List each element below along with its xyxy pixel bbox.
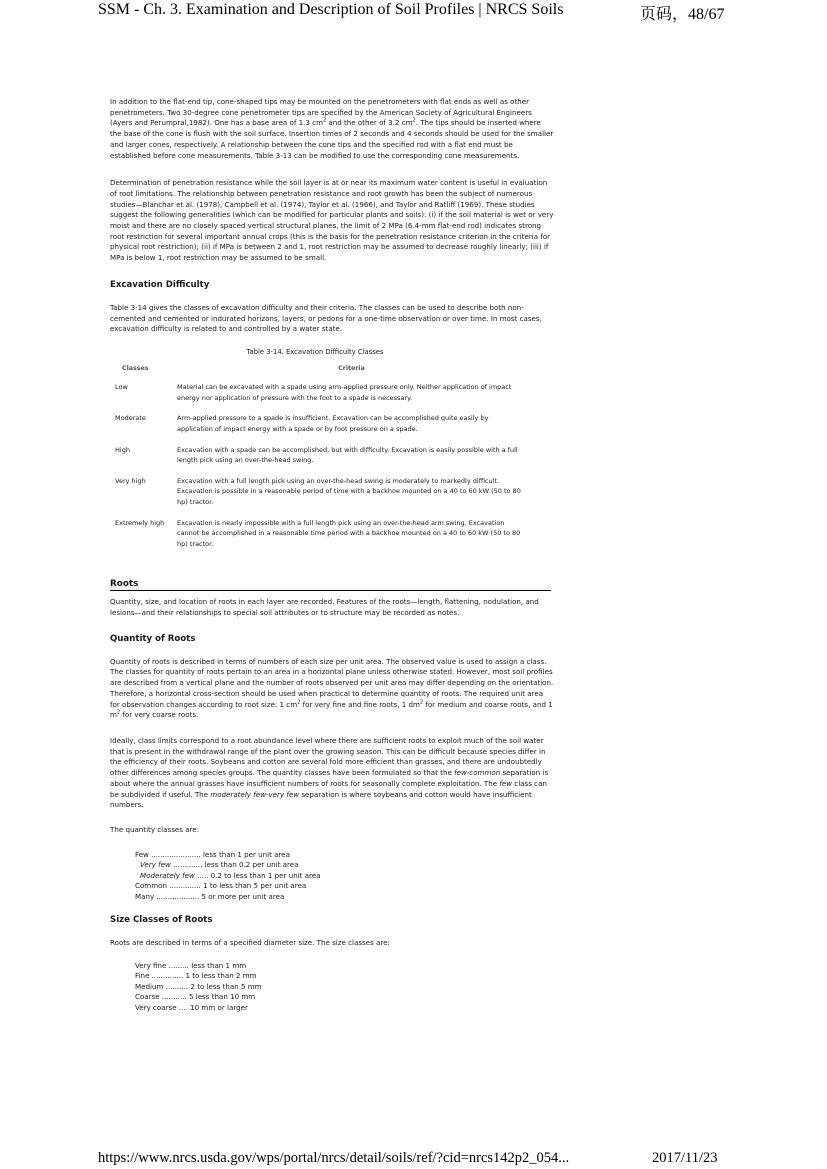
- quantity-classes-list: [135, 850, 554, 903]
- column-header-criteria: Criteria: [338, 364, 365, 372]
- criteria-cell: Excavation is nearly impossible with a full length pick using an over-the-head arm swing. Excavation cannot be accomplished in a reasonable time period with a backhoe mounted on a 40 to 60 kW (50 to 80 hp) tractor.: [177, 518, 521, 548]
- list-item: Few ...................... less than 1 per unit area: [135, 849, 290, 859]
- paragraph-size-intro: Roots are described in terms of a specified diameter size. The size classes are:: [110, 938, 390, 948]
- class-cell: Very high: [115, 476, 146, 485]
- list-item: Very fine ......... less than 1 mm: [135, 960, 247, 970]
- list-item: Coarse ........... 5 less than 10 mm: [135, 992, 256, 1002]
- document-body: [110, 97, 554, 1013]
- class-cell: Moderate: [115, 414, 146, 423]
- class-cell: High: [115, 445, 130, 454]
- footer-url: https://www.nrcs.usda.gov/wps/portal/nrcs/detail/soils/ref/?cid=nrcs142p2_054...: [98, 1150, 570, 1166]
- criteria-cell: Material can be excavated with a spade using arm-applied pressure only. Neither application of impact energy nor application of pressure with the foot to a spade is necessary.: [177, 383, 512, 402]
- class-cell: Extremely high: [115, 518, 165, 527]
- footer-date: 2017/11/23: [652, 1150, 718, 1166]
- heading-excavation-difficulty: Excavation Difficulty: [110, 279, 210, 290]
- page-header: [0, 0, 827, 22]
- paragraph-class-limits: Ideally, class limits correspond to a root abundance level where there are sufficient roots to exploit much of the soil water that is present in the withdrawal range of the plant over the growing season. This can be difficult because species differ in the efficiency of their roots. Soybeans and cotton are several fold more efficient than grasses, and there are undoubtedly other differences among species groups. The quantity classes have been formulated so that the few-common separation is about where the annual grasses have insufficient numbers of roots for seasonally complete exploitation. The few class can be subdivided if useful. The moderately few-very few separation is where soybeans and cotton would have insufficient numbers.: [110, 736, 549, 810]
- header-page-number: 页码，48/67: [640, 6, 725, 23]
- header-title: SSM - Ch. 3. Examination and Description of Soil Profiles | NRCS Soils: [98, 1, 564, 18]
- size-classes-list: [135, 961, 554, 1014]
- list-item: Many ................... 5 or more per unit area: [135, 891, 285, 901]
- class-cell: Low: [115, 383, 128, 392]
- table-row: [110, 445, 526, 476]
- list-item: Moderately few ..... 0.2 to less than 1 per unit area: [140, 870, 321, 880]
- list-item: Very coarse .... 10 mm or larger: [135, 1002, 248, 1012]
- table-row: [110, 476, 526, 518]
- page-footer: [0, 1150, 827, 1169]
- paragraph-penetration-resistance: Determination of penetration resistance while the soil layer is at or near its maximum water content is useful in evaluation of root limitations. The relationship between penetration resistance and root growth has been the subject of numerous studies—Blanchar et al. (1978), Campbell et al. (1974), Taylor et al. (1966), and Taylor and Ratliff (1969). These studies suggest the following generalities (which can be modified for particular plants and soils): (i) if the soil material is wet or very moist and there are no closely spaced vertical structural planes, the limit of 2 MPa (6.4-mm flat-end rod) indicates strong root restriction for several important annual crops (this is the basis for the penetration resistance criterion in the criteria for physical root restriction); (ii) if MPa is between 2 and 1, root restriction may be assumed to decrease roughly linearly; (iii) if MPa is below 1, root restriction may be assumed to be small.: [110, 178, 554, 263]
- criteria-cell: Excavation with a full length pick using an over-the-head swing is moderately to markedly difficult. Excavation is possible in a reasonable period of time with a backhoe mounted on a 40 to 60 kW (50 to 80 hp) tractor.: [177, 476, 521, 506]
- table-row: [110, 413, 526, 444]
- table-row: [110, 382, 526, 413]
- table-caption: Table 3-14. Excavation Difficulty Classes: [246, 347, 384, 356]
- heading-roots: Roots: [110, 579, 551, 591]
- list-item: Fine .............. 1 to less than 2 mm: [135, 971, 257, 981]
- excavation-difficulty-table: [110, 364, 526, 560]
- table-row: [110, 518, 526, 560]
- criteria-cell: Arm-applied pressure to a spade is insufficient. Excavation can be accomplished quite easily by application of impact energy with a spade or by foot pressure on a spade.: [177, 414, 489, 434]
- heading-quantity-of-roots: Quantity of Roots: [110, 633, 196, 644]
- column-header-classes: Classes: [122, 364, 149, 372]
- paragraph-quantity-description: Quantity of roots is described in terms of numbers of each size per unit area. The observed value is used to assign a class. The classes for quantity of roots pertain to an area in a horizontal plane unless otherwise stated. However, most soil profiles are described from a vertical plane and the number of roots observed per unit area may differ depending on the orientation. Therefore, a horizontal cross-section should be used when practical to determine quantity of roots. The required unit area for observation changes according to root size: 1 $cm^2$ for very fine and fine roots, 1 $dm^2$ for medium and coarse roots, and 1 $m^2$ for very coarse roots.: [110, 656, 554, 720]
- paragraph-roots-intro: Quantity, size, and location of roots in each layer are recorded. Features of the roots—length, flattening, nodulation, and lesions—and their relationships to special soil attributes or to structure may be recorded as notes.: [110, 597, 539, 618]
- list-item: Medium .......... 2 to less than 5 mm: [135, 981, 262, 991]
- list-item: Very few ............. less than 0.2 per unit area: [140, 860, 299, 870]
- paragraph-cone-tips: In addition to the flat-end tip, cone-shaped tips may be mounted on the penetrometers with flat ends as well as other penetrometers. Two 30-degree cone penetrometer tips are specified by the American Society of Agricultural Engineers (Ayers and Perumpral,1982). One has a base area of 1.3 $cm^2$ and the other of 3.2 $cm^2$. The tips should be inserted where the base of the cone is flush with the soil surface. Insertion times of 2 seconds and 4 seconds should be used for the smaller and larger cones, respectively. A relationship between the cone tips and the specified rod with a flat end must be established before cone measurements. Table 3-13 can be modified to use the corresponding cone measurements.: [110, 97, 554, 160]
- paragraph-excavation-intro: Table 3-14 gives the classes of excavation difficulty and their criteria. The classes can be used to describe both non-cemented and cemented or indurated horizons, layers, or pedons for a one-time observation or over time. In most cases, excavation difficulty is related to and controlled by a water state.: [110, 302, 542, 334]
- criteria-cell: Excavation with a spade can be accomplished, but with difficulty. Excavation is easily possible with a full length pick using an over-the-head swing.: [177, 445, 518, 465]
- heading-size-classes-of-roots: Size Classes of Roots: [110, 915, 213, 926]
- paragraph-quantity-classes-intro: The quantity classes are:: [110, 824, 200, 834]
- list-item: Common .............. 1 to less than 5 per unit area: [135, 881, 307, 891]
